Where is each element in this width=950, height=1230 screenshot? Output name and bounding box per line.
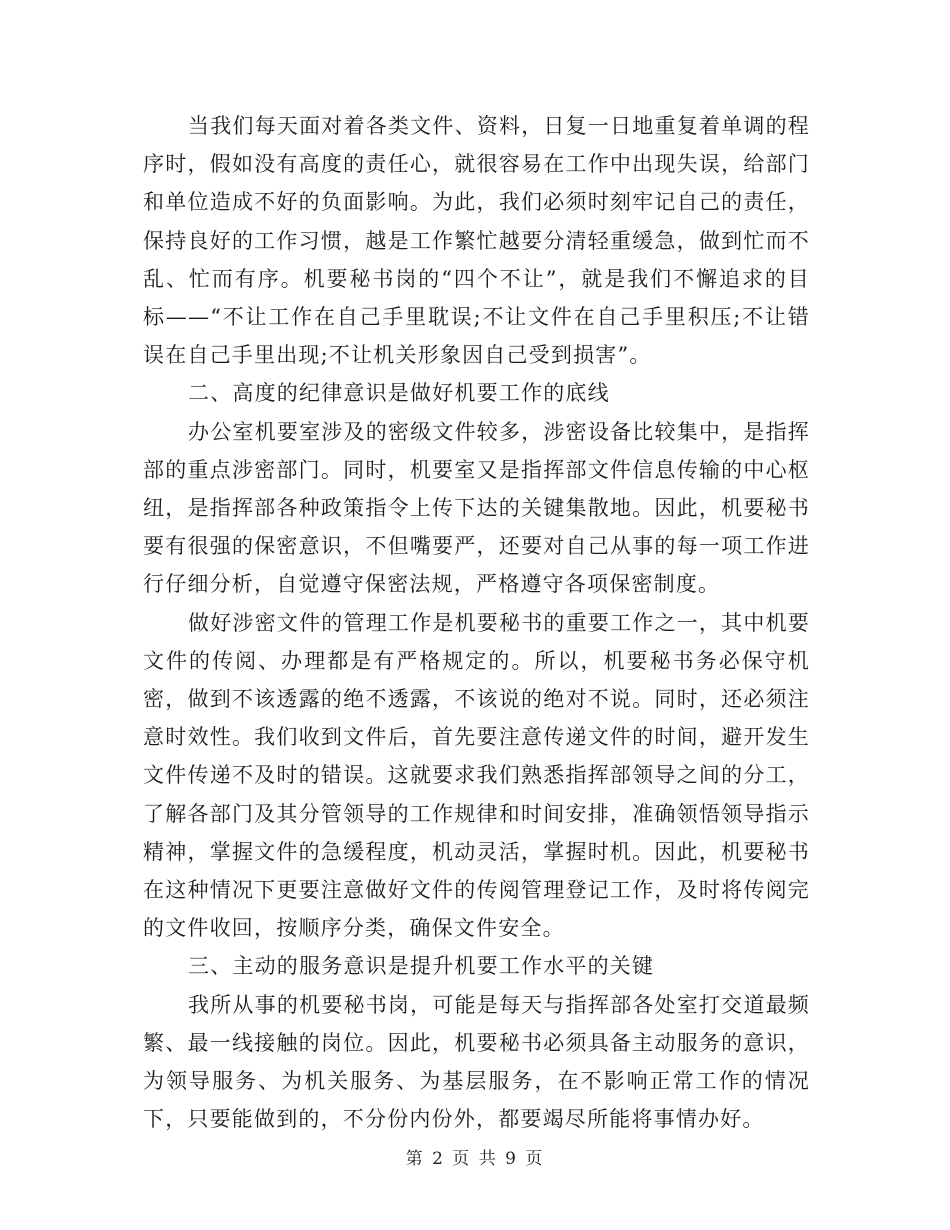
paragraph-service: 我所从事的机要秘书岗，可能是每天与指挥部各处室打交道最频繁、最一线接触的岗位。因此，机要秘书必须具备主动服务的意识，为领导服务、为机关服务、为基层服务，在不影响正常工作的情况下，只要能做到的，不分份内份外，都要竭尽所能将事情办好。	[143, 992, 810, 1132]
document-body	[143, 107, 810, 1138]
page-number-footer: 第 2 页 共 9 页	[405, 1149, 545, 1169]
section-heading-discipline: 二、高度的纪律意识是做好机要工作的底线	[188, 381, 610, 406]
paragraph-document-management: 做好涉密文件的管理工作是机要秘书的重要工作之一，其中机要文件的传阅、办理都是有严格规定的。所以，机要秘书务必保守机密，做到不该透露的绝不透露，不该说的绝对不说。同时，还必须注意时效性。我们收到文件后，首先要注意传递文件的时间，避开发生文件传递不及时的错误。这就要求我们熟悉指挥部领导之间的分工，了解各部门及其分管领导的工作规律和时间安排，准确领悟领导指示精神，掌握文件的急缓程度，机动灵活，掌握时机。因此，机要秘书在这种情况下更要注意做好文件的传阅管理登记工作，及时将传阅完的文件收回，按顺序分类，确保文件安全。	[143, 610, 810, 941]
paragraph-confidentiality: 办公室机要室涉及的密级文件较多，涉密设备比较集中，是指挥部的重点涉密部门。同时，机要室又是指挥部文件信息传输的中心枢纽，是指挥部各种政策指令上传下达的关键集散地。因此，机要秘书要有很强的保密意识，不但嘴要严，还要对自己从事的每一项工作进行仔细分析，自觉遵守保密法规，严格遵守各项保密制度。	[143, 419, 810, 597]
section-heading-service: 三、主动的服务意识是提升机要工作水平的关键	[188, 954, 655, 979]
paragraph-responsibility: 当我们每天面对着各类文件、资料，日复一日地重复着单调的程序时，假如没有高度的责任心，就很容易在工作中出现失误，给部门和单位造成不好的负面影响。为此，我们必须时刻牢记自己的责任，保持良好的工作习惯，越是工作繁忙越要分清轻重缓急，做到忙而不乱、忙而有序。机要秘书岗的“四个不让”，就是我们不懈追求的目标——“不让工作在自己手里耽误;不让文件在自己手里积压;不让错误在自己手里出现;不让机关形象因自己受到损害”。	[143, 114, 810, 368]
